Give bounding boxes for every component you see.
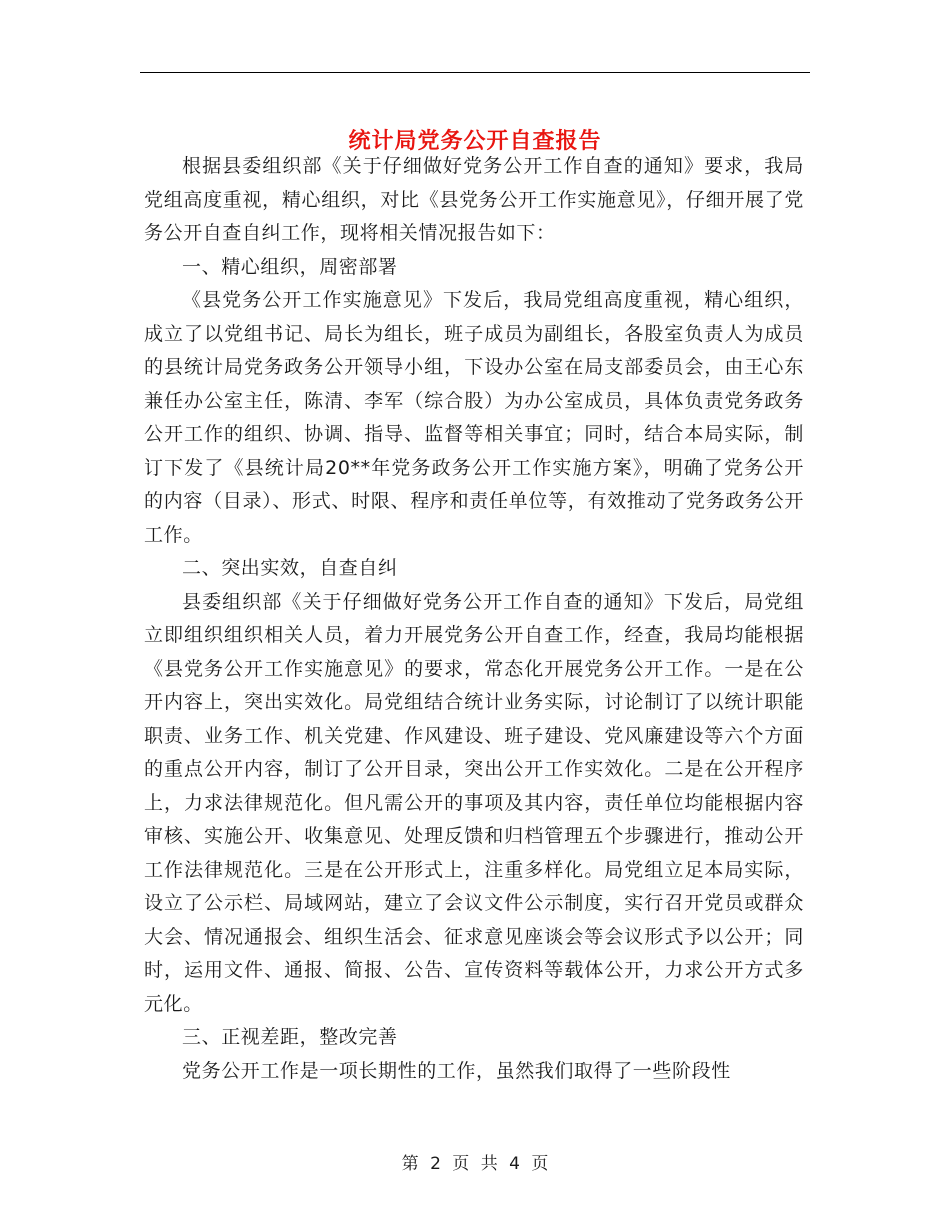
section-paragraph-2: 县委组织部《关于仔细做好党务公开工作自查的通知》下发后，局党组立即组织组织相关人员，着力开展党务公开自查工作，经查，我局均能根据《县党务公开工作实施意见》的要求，常态化开展党务公开工作。一是在公开内容上，突出实效化。局党组结合统计业务实际，讨论制订了以统计职能职责、业务工作、机关党建、作风建设、班子建设、党风廉建设等六个方面的重点公开内容，制订了公开目录，突出公开工作实效化。二是在公开程序上，力求法律规范化。但凡需公开的事项及其内容，责任单位均能根据内容审核、实施公开、收集意见、处理反馈和归档管理五个步骤进行，推动公开工作法律规范化。三是在公开形式上，注重多样化。局党组立足本局实际，设立了公示栏、局域网站，建立了会议文件公示制度，实行召开党员或群众大会、情况通报会、组织生活会、征求意见座谈会等会议形式予以公开；同时，运用文件、通报、简报、公告、宣传资料等载体公开，力求公开方式多元化。 xyxy=(144,590,804,1015)
document-body xyxy=(144,150,804,1088)
intro-paragraph: 根据县委组织部《关于仔细做好党务公开工作自查的通知》要求，我局党组高度重视，精心组织，对比《县党务公开工作实施意见》，仔细开展了党务公开自查自纠工作，现将相关情况报告如下： xyxy=(144,155,804,244)
page-number: 第 2 页 共 4 页 xyxy=(401,1154,549,1174)
section-paragraph-1: 《县党务公开工作实施意见》下发后，我局党组高度重视，精心组织，成立了以党组书记、局长为组长，班子成员为副组长，各股室负责人为成员的县统计局党务政务公开领导小组，下设办公室在局支部委员会，由王心东兼任办公室主任，陈清、李军（综合股）为办公室成员，具体负责党务政务公开工作的组织、协调、指导、监督等相关事宜；同时，结合本局实际，制订下发了《县统计局20**年党务政务公开工作实施方案》，明确了党务公开的内容（目录）、形式、时限、程序和责任单位等，有效推动了党务政务公开工作。 xyxy=(144,289,804,546)
section-heading-1: 一、精心组织，周密部署 xyxy=(182,255,398,278)
header-rule xyxy=(140,72,810,73)
section-heading-3: 三、正视差距，整改完善 xyxy=(182,1026,398,1048)
document-title: 统计局党务公开自查报告 xyxy=(348,127,602,154)
section-heading-2: 二、突出实效，自查自纠 xyxy=(182,557,398,579)
section-paragraph-3: 党务公开工作是一项长期性的工作，虽然我们取得了一些阶段性 xyxy=(182,1059,731,1082)
